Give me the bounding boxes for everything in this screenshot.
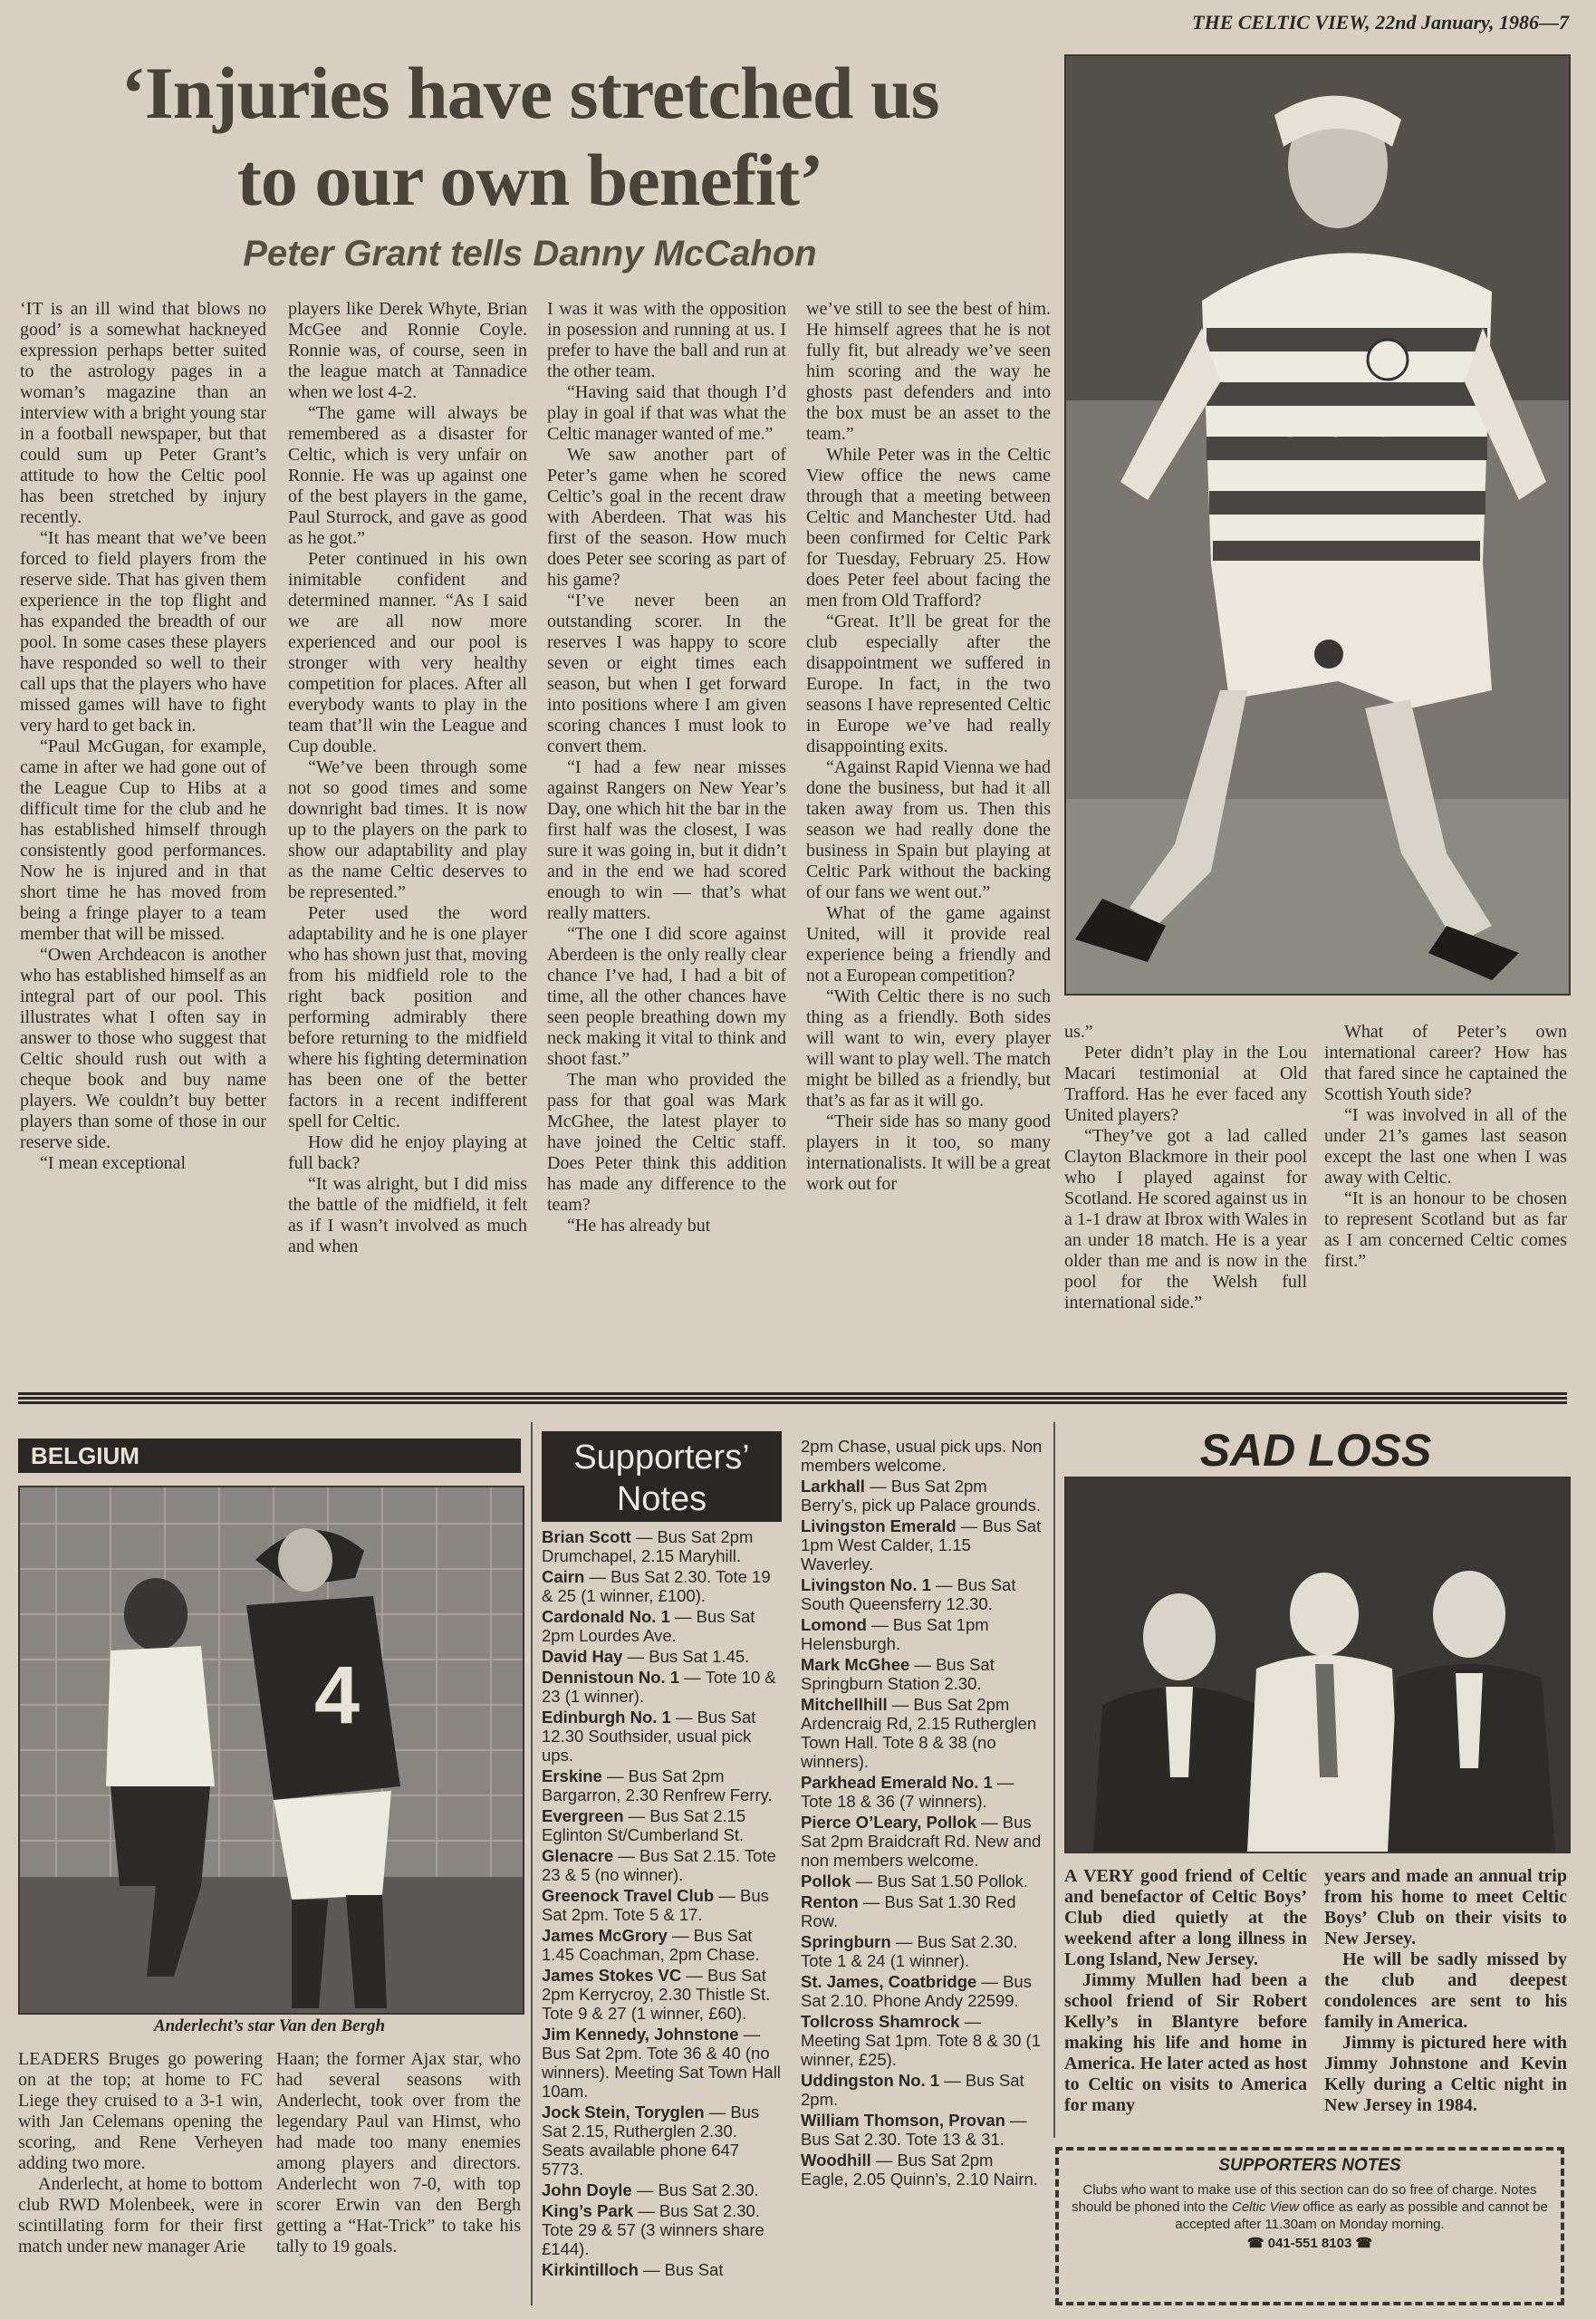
note-text: — Bus Sat: [638, 2260, 724, 2279]
supporters-note: [542, 1527, 784, 1565]
club-name: Mark McGhee: [801, 1655, 910, 1674]
club-name: Mitchellhill: [801, 1695, 888, 1714]
club-name: Pierce O’Leary, Pollok: [801, 1813, 976, 1832]
shirt-number: 4: [313, 1650, 361, 1741]
supporters-note: [801, 2012, 1043, 2069]
supporters-note: [801, 1892, 1043, 1930]
club-name: Evergreen: [542, 1806, 624, 1825]
paragraph: The man who provided the pass for that goal was Mark McGhee, the latest player to have joined the Celtic staff. Does Peter think this addition has made any difference to the team?: [547, 1070, 786, 1215]
shirt-sponsor-text: CR Smith: [1281, 413, 1404, 443]
supporters-column-1: [542, 1527, 784, 2281]
supporters-title-line-2: Notes: [616, 1480, 707, 1518]
club-name: Jock Stein, Toryglen: [542, 2102, 705, 2122]
supporters-note: [801, 1932, 1043, 1970]
club-name: Larkhall: [801, 1477, 865, 1496]
note-text: — Bus Sat 2pm Drumchapel, 2.15 Maryhill.: [542, 1527, 754, 1565]
paragraph: How did he enjoy playing at full back?: [288, 1132, 527, 1173]
supporters-note: [542, 2180, 784, 2199]
paragraph: “Having said that though I’d play in goal if that was what the Celtic manager wanted of me.”: [547, 382, 786, 444]
notes-box-phone: ☎ 041-551 8103 ☎: [1246, 2236, 1373, 2251]
paragraph: “I had a few near misses against Rangers on New Year’s Day, one which hit the bar in the first half was the closest, I was sure it was going in, but it didn’t and in the end we had scored enough to win — that’s what really matters.: [547, 757, 786, 923]
note-text: — Bus Sat 1.50 Pollok.: [851, 1872, 1028, 1891]
club-name: William Thomson, Provan: [801, 2111, 1005, 2130]
paragraph: “It has meant that we’ve been forced to field players from the reserve side. That has given them experience in the top flight and has expanded the breadth of our pool. In some cases these players have responded so well to their call ups that the players who have missed games will have to fight very hard to get back in.: [20, 528, 266, 736]
article-column-5: [1064, 1022, 1307, 1313]
supporters-note: [542, 1766, 784, 1804]
column-rule: [531, 1422, 533, 2305]
supporters-note: [542, 2201, 784, 2258]
paragraph: us.”: [1064, 1022, 1093, 1042]
article-column-6: [1324, 1022, 1567, 1272]
paragraph: “The game will always be remembered as a disaster for Celtic, which is very unfair on Ronnie. He was up against one of the best players in the game, Paul Sturrock, and gave as good as he got.”: [288, 403, 527, 548]
notes-box-body: [1072, 2181, 1548, 2233]
club-name: Livingston Emerald: [801, 1516, 957, 1535]
club-name: Brian Scott: [542, 1527, 631, 1546]
headline: [18, 50, 1042, 224]
note-text: — Bus Sat 2pm Kerrycroy, 2.30 Thistle St. Tote 9 & 27 (1 winner, £60).: [542, 1966, 771, 2023]
note-text: — Tote 18 & 36 (7 winners).: [801, 1773, 1014, 1811]
note-text: — Bus Sat 1.45.: [622, 1647, 750, 1666]
supporters-note: [542, 1567, 784, 1605]
paragraph: “Their side has so many good players in it too, so many internationalists. It will be a great work out for: [806, 1111, 1051, 1194]
supporters-note: [542, 2102, 784, 2179]
note-text: — Bus Sat 2pm Braidcraft Rd. New and non members welcome.: [801, 1813, 1042, 1870]
supporters-note: [801, 2111, 1043, 2149]
paragraph: Peter continued in his own inimitable confident and determined manner. “As I said we are all now more experienced and our pool is stronger with very healthy competition for places. After all everybody wants to play in the team that’ll win the League and Cup double.: [288, 549, 527, 756]
club-name: James McGrory: [542, 1926, 668, 1945]
paragraph: ‘IT is an ill wind that blows no good’ is a somewhat hackneyed expression perhaps better suited to the astrology pages in a woman’s magazine than an interview with a bright young star in a football newspaper, but that could sum up Peter Grant’s attitude to how the Celtic pool has been stretched by injury recently.: [20, 299, 266, 527]
belgium-section-tag: BELGIUM: [18, 1439, 521, 1473]
note-text: — Meeting Sat 1pm. Tote 8 & 30 (1 winner, £25).: [801, 2012, 1041, 2069]
paragraph: A VERY good friend of Celtic and benefactor of Celtic Boys’ Club died quietly at the weekend after a long illness in Long Island, New Jersey.: [1064, 1866, 1307, 1969]
paragraph: players like Derek Whyte, Brian McGee and Ronnie Coyle. Ronnie was, of course, seen in the league match at Tannadice when we lost 4-2.: [288, 299, 527, 402]
club-name: Livingston No. 1: [801, 1575, 931, 1594]
supporters-notes-title: [542, 1431, 782, 1522]
note-text: 2pm Chase, usual pick ups. Non members welcome.: [801, 1437, 1043, 1475]
note-text: — Bus Sat 2pm Berry’s, pick up Palace grounds.: [801, 1477, 1041, 1515]
club-name: Woodhill: [801, 2151, 871, 2170]
notes-box-title: SUPPORTERS NOTES: [1218, 2156, 1401, 2175]
note-text: — Bus Sat 2.30.: [631, 2180, 759, 2199]
club-name: James Stokes VC: [542, 1966, 682, 1985]
headline-line-1: ‘Injuries have stretched us: [120, 52, 939, 134]
article-column-1: [20, 299, 266, 1174]
note-text: — Bus Sat 2pm. Tote 5 & 17.: [542, 1886, 769, 1924]
paragraph: We saw another part of Peter’s game when he scored Celtic’s goal in the recent draw with Aberdeen. That was his first of the season. How much does Peter see scoring as part of his game?: [547, 445, 786, 590]
supporters-note: [801, 1615, 1043, 1653]
note-text: — Bus Sat South Queensferry 12.30.: [801, 1575, 1016, 1613]
paragraph: “The one I did score against Aberdeen is the only really clear chance I’ve had, I had a bit of time, all the other chances have seen people breathing down my neck making it vital to think and shoot fast.”: [547, 924, 786, 1069]
paragraph: “I was involved in all of the under 21’s games last season except the last one when I was away with Celtic.: [1324, 1105, 1567, 1188]
supporters-note: [542, 2260, 784, 2279]
club-name: Erskine: [542, 1766, 602, 1785]
note-text: — Bus Sat Springburn Station 2.30.: [801, 1655, 995, 1693]
supporters-note: [801, 1655, 1043, 1693]
club-name: Cairn: [542, 1567, 585, 1586]
paragraph: He will be sadly missed by the club and deepest condolences are sent to his family in America.: [1324, 1949, 1567, 2032]
paragraph: What of Peter’s own international career? How has that fared since he captained the Scottish Youth side?: [1324, 1022, 1567, 1104]
paragraph: “Great. It’ll be great for the club especially after the disappointment we suffered in Europe. In fact, in the two seasons I have represented Celtic in Europe we’ve had really disappointing exits.: [806, 611, 1051, 756]
article-column-3: [547, 299, 786, 1236]
supporters-note: [542, 2025, 784, 2101]
note-text: — Bus Sat 12.30 Southsider, usual pick ups.: [542, 1708, 756, 1765]
article-column-2: [288, 299, 527, 1257]
note-text: — Bus Sat 1pm Helensburgh.: [801, 1615, 989, 1653]
club-name: Springburn: [801, 1932, 891, 1951]
club-name: Pollok: [801, 1872, 851, 1891]
club-name: Jim Kennedy, Johnstone: [542, 2025, 739, 2044]
note-text: — Bus Sat 2.15. Tote 23 & 5 (no winner).: [542, 1846, 776, 1884]
photo-caption: Anderlecht’s star Van den Bergh: [153, 2016, 386, 2035]
paragraph: “It is an honour to be chosen to represent Scotland but as far as I am concerned Celtic comes first.”: [1324, 1188, 1567, 1271]
paragraph: While Peter was in the Celtic View office the news came through that a meeting between Celtic and Manchester Utd. had been confirmed for Celtic Park for Tuesday, February 25. How does Peter feel about facing the men from Old Trafford?: [806, 445, 1051, 611]
note-text: — Tote 10 & 23 (1 winner).: [542, 1668, 776, 1706]
club-name: John Doyle: [542, 2180, 632, 2199]
note-text: — Bus Sat 2.10. Phone Andy 22599.: [801, 1972, 1032, 2010]
paragraph: “It was alright, but I did miss the battle of the midfield, it felt as if I wasn’t involved as much and when: [288, 1174, 527, 1256]
paragraph: “I mean exceptional: [40, 1153, 187, 1173]
peter-grant-photo: [1064, 54, 1571, 996]
supporters-note: [542, 1886, 784, 1924]
paragraph: “With Celtic there is no such thing as a friendly. Both sides will want to win, every player will want to play well. The match might be billed as a friendly, but that’s as far as it will go.: [806, 986, 1051, 1111]
supporters-note: [801, 1773, 1043, 1811]
supporters-note: [801, 1477, 1043, 1515]
column-rule: [1053, 1422, 1055, 2138]
belgium-column-2: [276, 2049, 521, 2257]
supporters-note: [801, 1437, 1043, 1475]
club-name: Lomond: [801, 1615, 867, 1634]
note-text: — Bus Sat 2pm Lourdes Ave.: [542, 1607, 755, 1645]
club-name: Tollcross Shamrock: [801, 2012, 960, 2031]
supporters-column-2: [801, 1437, 1043, 2190]
note-text: — Bus Sat 2.30. Tote 19 & 25 (1 winner, £100).: [542, 1567, 771, 1605]
club-name: Glenacre: [542, 1846, 614, 1865]
supporters-note: [542, 1806, 784, 1844]
note-text: — Bus Sat 2.30. Tote 29 & 57 (3 winners share £144).: [542, 2201, 764, 2258]
note-text: — Bus Sat 1.30 Red Row.: [801, 1892, 1016, 1930]
supporters-note: [542, 1926, 784, 1964]
supporters-notes-box: [1055, 2147, 1564, 2305]
sad-loss-column-1: [1064, 1866, 1307, 2116]
paragraph: we’ve still to see the best of him. He himself agrees that he is not fully fit, but already we’ve seen him scoring and the way he ghosts past defenders and into the box must be an asset to the team.”: [806, 299, 1051, 444]
notes-box-body-italic: Celtic View: [1232, 2199, 1299, 2215]
supporters-note: [801, 1872, 1043, 1891]
club-name: Edinburgh No. 1: [542, 1708, 671, 1727]
note-text: — Bus Sat 2.30. Tote 1 & 24 (1 winner).: [801, 1932, 1018, 1970]
van-den-bergh-photo: [18, 1486, 524, 2015]
club-name: Parkhead Emerald No. 1: [801, 1773, 993, 1792]
supporters-note: [542, 1846, 784, 1884]
club-name: Cardonald No. 1: [542, 1607, 670, 1626]
supporters-note: [542, 1647, 784, 1666]
section-divider: [18, 1392, 1567, 1405]
supporters-note: [542, 1668, 784, 1706]
belgium-column-1: [18, 2049, 263, 2257]
sad-loss-column-2: [1324, 1866, 1567, 2116]
note-text: — Bus Sat 2.15, Rutherglen 2.30. Seats available phone 647 5773.: [542, 2102, 760, 2179]
page-folio: THE CELTIC VIEW, 22nd January, 1986—7: [1192, 11, 1569, 34]
club-name: Kirkintilloch: [542, 2260, 639, 2279]
supporters-note: [542, 1966, 784, 2023]
club-name: David Hay: [542, 1647, 623, 1666]
club-name: Dennistoun No. 1: [542, 1668, 680, 1687]
note-text: — Bus Sat 2pm Eagle, 2.05 Quinn’s, 2.10 Nairn.: [801, 2151, 1038, 2189]
paragraph: I was it was with the opposition in posession and running at us. I prefer to have the ball and run at the other team.: [547, 299, 786, 381]
supporters-note: [801, 1813, 1043, 1870]
supporters-note: [801, 1695, 1043, 1771]
supporters-note: [801, 2071, 1043, 2109]
notes-box-body-2: office as early as possible and cannot be accepted after 11.30am on Monday morning.: [1175, 2199, 1548, 2232]
paragraph: “I’ve never been an outstanding scorer. In the reserves I was happy to score seven or eight times each season, but when I get forward into positions where I am given scoring chances I must look to convert them.: [547, 591, 786, 756]
note-text: — Bus Sat 1.45 Coachman, 2pm Chase.: [542, 1926, 760, 1964]
note-text: — Bus Sat 2pm Bargarron, 2.30 Renfrew Ferry.: [542, 1766, 773, 1804]
paragraph: Haan; the former Ajax star, who had several seasons with Anderlecht, took over from the legendary Paul van Himst, who had made too many enemies among players and directors. Anderlecht won 7-0, with top scorer Erwin van den Bergh getting a “Hat-Trick” to take his tally to 19 goals.: [276, 2049, 521, 2256]
paragraph: years and made an annual trip from his home to meet Celtic Boys’ Club on their visits to New Jersey.: [1324, 1866, 1567, 1949]
supporters-note: [542, 1708, 784, 1765]
paragraph: Jimmy is pictured here with Jimmy Johnstone and Kevin Kelly during a Celtic night in New Jersey in 1984.: [1324, 2033, 1567, 2115]
paragraph: “He has already but: [567, 1216, 711, 1236]
byline: Peter Grant tells Danny McCahon: [243, 234, 817, 274]
supporters-title-line-1: Supporters’: [573, 1439, 750, 1477]
note-text: — Bus Sat 2pm.: [801, 2071, 1024, 2109]
note-text: — Bus Sat 1pm West Calder, 1.15 Waverley.: [801, 1516, 1042, 1573]
club-name: Renton: [801, 1892, 859, 1911]
club-name: St. James, Coatbridge: [801, 1972, 977, 1991]
headline-line-2: to our own benefit’: [236, 139, 823, 221]
note-text: — Bus Sat 2pm. Tote 36 & 40 (no winners). Meeting Sat Town Hall 10am.: [542, 2025, 781, 2101]
paragraph: “They’ve got a lad called Clayton Blackmore in their pool who I played against for Scotland. He scored against us in a 1-1 draw at Ibrox with Wales in an under 18 match. He is a year older than me and is now in the pool for the Welsh full international side.”: [1064, 1126, 1307, 1313]
club-name: King’s Park: [542, 2201, 634, 2220]
club-name: Greenock Travel Club: [542, 1886, 715, 1905]
supporters-note: [801, 2151, 1043, 2189]
supporters-note: [801, 1972, 1043, 2010]
note-text: — Bus Sat 2pm Ardencraig Rd, 2.15 Rutherglen Town Hall. Tote 8 & 38 (no winners).: [801, 1695, 1037, 1771]
supporters-note: [801, 1516, 1043, 1573]
paragraph: “Owen Archdeacon is another who has established himself as an integral part of our pool. This illustrates what I often say in answer to those who suggest that Celtic should rush out with a cheque book and buy name players. We couldn’t buy better players than some of those in our reserve side.: [20, 945, 266, 1152]
paragraph: Anderlecht, at home to bottom club RWD Molenbeek, were in scintillating form for their first match under new manager Arie: [18, 2174, 263, 2256]
paragraph: Jimmy Mullen had been a school friend of Sir Robert Kelly’s in Blantyre before making his life and home in America. He later acted as host to Celtic on visits to America for many: [1064, 1970, 1307, 2115]
three-men-photo: [1064, 1477, 1571, 1853]
article-column-4: [806, 299, 1051, 1195]
paragraph: “Against Rapid Vienna we had done the business, but had it all taken away from us. Then this season we had really done the business in Spain but playing at Celtic Park without the backing of our fans we went out.”: [806, 757, 1051, 902]
paragraph: Peter didn’t play in the Lou Macari testimonial at Old Trafford. Has he ever faced any United players?: [1064, 1043, 1307, 1125]
paragraph: Peter used the word adaptability and he is one player who has shown just that, moving from his midfield role to the right back position and performing admirably there before returning to the midfield where his fighting determination has been one of the better factors in a recent indifferent spell for Celtic.: [288, 903, 527, 1131]
club-name: Uddingston No. 1: [801, 2071, 940, 2090]
paragraph: What of the game against United, will it provide real experience being a friendly and not a European competition?: [806, 903, 1051, 986]
paragraph: “Paul McGugan, for example, came in after we had gone out of the League Cup to Hibs at a difficult time for the club and he has established himself through consistently good performances. Now he is injured and in that short time he has moved from being a fringe player to a team member that will be missed.: [20, 736, 266, 944]
supporters-note: [801, 1575, 1043, 1613]
note-text: — Bus Sat 2.15 Eglinton St/Cumberland St.: [542, 1806, 746, 1844]
paragraph: LEADERS Bruges go powering on at the top; at home to FC Liege they cruised to a 3-1 win, with Jan Celemans opening the scoring, and Rene Verheyen adding two more.: [18, 2049, 263, 2173]
paragraph: “We’ve been through some not so good times and some downright bad times. It is now up to the players on the park to show our adaptability and play as the name Celtic deserves to be represented.”: [288, 757, 527, 902]
note-text: — Bus Sat 2.30. Tote 13 & 31.: [801, 2111, 1027, 2149]
notes-box-body-1: Clubs who want to make use of this section can do so free of charge. Notes should be phoned into the: [1072, 2182, 1537, 2215]
sad-loss-title: SAD LOSS: [1199, 1425, 1432, 1476]
supporters-note: [542, 1607, 784, 1645]
